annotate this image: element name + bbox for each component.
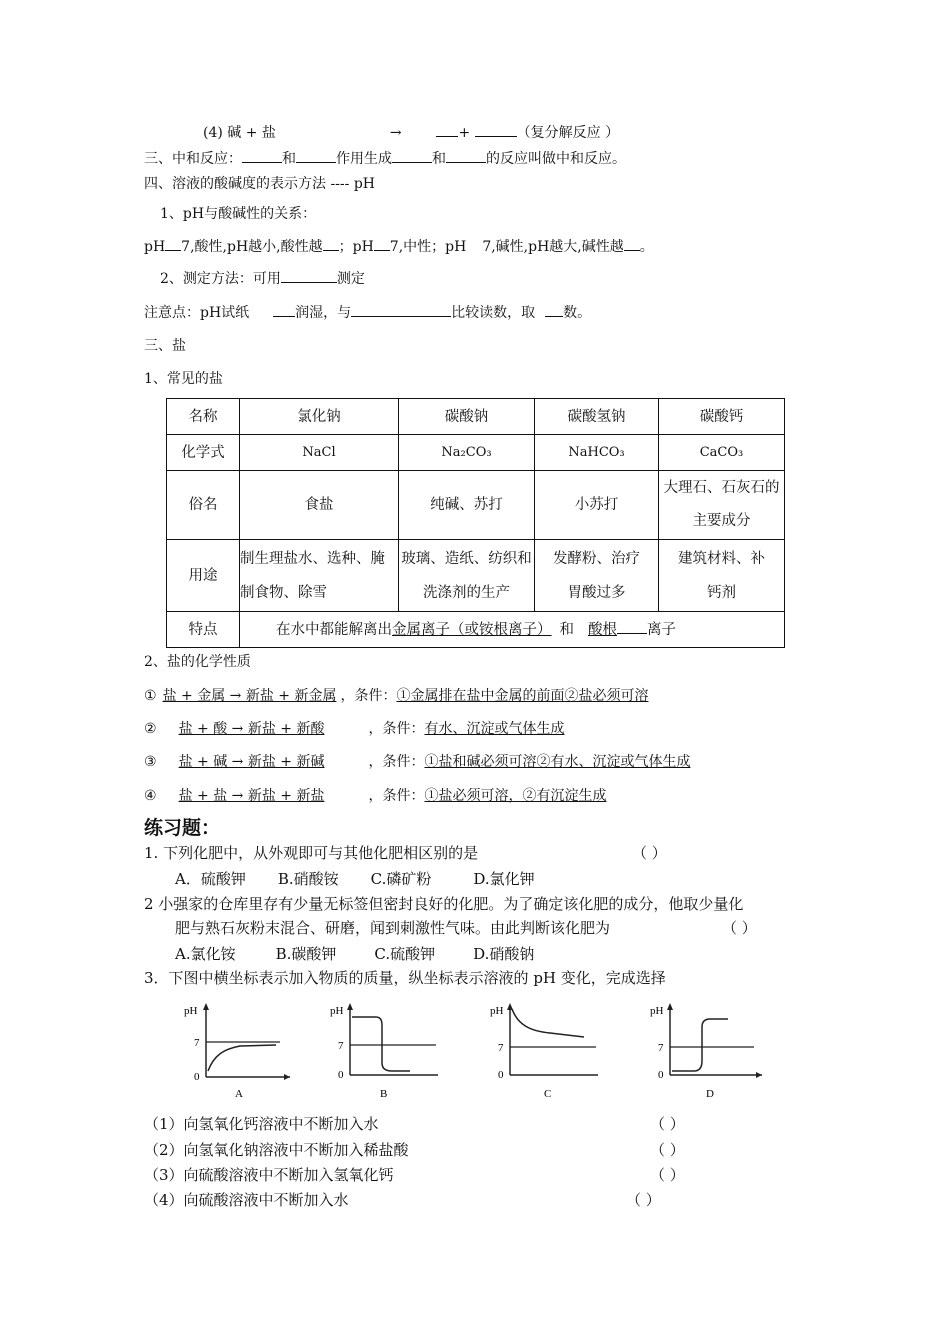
tick-label: 0	[498, 1069, 504, 1081]
exercise-heading: 练习题：	[144, 817, 221, 839]
table-row	[167, 399, 785, 435]
table-row	[167, 435, 785, 471]
graph-label: C	[544, 1088, 552, 1100]
alias-cell: 纯碱、苏打	[399, 471, 535, 540]
blank[interactable]	[475, 122, 517, 137]
prop-line-4: ④ 盐 + 盐 → 新盐 + 新盐 ，条件：①盐必须可溶，②有沉淀生成	[144, 788, 607, 804]
q3-sub-2-bracket[interactable]: （ ）	[650, 1141, 685, 1159]
section-4-title: 四、溶液的酸碱度的表示方法 ---- pH	[144, 176, 375, 192]
blank[interactable]	[446, 148, 486, 163]
option[interactable]: B.硝酸铵	[277, 870, 339, 888]
q1-stem: 1. 下列化肥中，从外观即可与其他化肥相区别的是	[144, 844, 479, 862]
section-salt-title: 三、盐	[144, 338, 186, 354]
use-cell: 制生理盐水、选种、腌制食物、除雪	[240, 540, 399, 612]
option[interactable]: D.氯化钾	[473, 870, 535, 888]
formula-cell: CaCO₃	[659, 435, 785, 471]
option[interactable]: D.硝酸钠	[473, 945, 535, 963]
item4-arrow: →	[389, 125, 402, 141]
notes-line: 注意点：pH试纸 润湿，与 比较读数，取 数。	[144, 302, 591, 323]
q3-sub-3: （3）向硫酸溶液中不断加入氢氧化钙	[144, 1166, 394, 1184]
prop-line-1: ① 盐 + 金属 → 新盐 + 新金属 ，条件：①金属排在盐中金属的前面②盐必须可溶	[144, 688, 649, 704]
chem-props-title: 2、盐的化学性质	[144, 654, 251, 670]
ph-graphs	[180, 995, 780, 1105]
item4-label: (4) 碱 + 盐	[203, 125, 276, 141]
blank[interactable]	[545, 302, 563, 317]
blank[interactable]	[281, 268, 337, 283]
use-cell: 建筑材料、补钙剂	[659, 540, 785, 612]
formula-cell: NaCl	[240, 435, 399, 471]
formula-cell: NaHCO₃	[535, 435, 659, 471]
q3-sub-4-bracket[interactable]: （ ）	[626, 1191, 661, 1209]
row-label: 特点	[167, 612, 240, 648]
option[interactable]: A．硫酸钾	[175, 870, 246, 888]
q2-stem-2: 肥与熟石灰粉末混合、研磨，闻到刺激性气味。由此判断该化肥为	[175, 919, 611, 937]
alias-cell: 小苏打	[535, 471, 659, 540]
option[interactable]: C.硫酸钾	[374, 945, 436, 963]
header-cell: 碳酸氢钠	[535, 399, 659, 435]
q3-sub-1: （1）向氢氧化钙溶液中不断加入水	[144, 1115, 379, 1133]
formula-cell: Na₂CO₃	[399, 435, 535, 471]
graph-label: B	[380, 1088, 388, 1100]
blank[interactable]	[392, 148, 432, 163]
graph-d	[650, 1003, 762, 1100]
blank[interactable]	[296, 148, 336, 163]
q3-sub-1-bracket[interactable]: （ ）	[650, 1115, 685, 1133]
tick-label: 7	[658, 1042, 664, 1054]
option[interactable]: C.磷矿粉	[370, 870, 432, 888]
prop-line-3: ③ 盐 + 碱 → 新盐 + 新碱 ，条件：①盐和碱必须可溶②有水、沉淀或气体生成	[144, 754, 691, 770]
header-cell: 名称	[167, 399, 240, 435]
header-cell: 氯化钠	[240, 399, 399, 435]
neutral-line: 三、中和反应： 和 作用生成 和 的反应叫做中和反应。	[144, 148, 626, 169]
graph-label: A	[235, 1088, 243, 1100]
ph-relation-title: 1、pH与酸碱性的关系：	[160, 206, 317, 222]
ph-relation-line: pH 7,酸性,pH越小,酸性越 ；pH 7,中性；pH 7,碱性,pH越大,碱性越 。	[144, 236, 654, 257]
axis-label: pH	[184, 1005, 198, 1017]
header-cell: 碳酸钙	[659, 399, 785, 435]
tick-label: 7	[338, 1040, 344, 1052]
table-row	[167, 612, 785, 648]
option[interactable]: B.碳酸钾	[275, 945, 337, 963]
q3-sub-3-bracket[interactable]: （ ）	[650, 1166, 685, 1184]
q2-stem-1: 2 小强家的仓库里存有少量无标签但密封良好的化肥。为了确定该化肥的成分，他取少量化	[144, 895, 744, 913]
tick-label: 7	[498, 1042, 504, 1054]
blank[interactable]	[624, 236, 640, 251]
common-salts-title: 1、常见的盐	[144, 371, 223, 387]
salts-table	[166, 398, 785, 648]
axis-label: pH	[650, 1005, 664, 1017]
tick-label: 0	[658, 1069, 664, 1081]
tick-label: 0	[338, 1069, 344, 1081]
blank[interactable]	[374, 236, 390, 251]
tick-label: 7	[194, 1037, 200, 1049]
alias-cell: 大理石、石灰石的主要成分	[659, 471, 785, 540]
graph-b	[330, 1003, 438, 1100]
blank[interactable]	[273, 302, 295, 317]
alias-cell: 食盐	[240, 471, 399, 540]
ph-method-line: 2、测定方法：可用 测定	[160, 268, 365, 289]
q3-sub-4: （4）向硫酸溶液中不断加入水	[144, 1191, 349, 1209]
option[interactable]: A.氯化铵	[175, 945, 236, 963]
header-cell: 碳酸钠	[399, 399, 535, 435]
axis-label: pH	[490, 1005, 504, 1017]
blank[interactable]	[436, 122, 458, 137]
graph-c	[490, 1003, 598, 1100]
use-cell: 玻璃、造纸、纺织和洗涤剂的生产	[399, 540, 535, 612]
tick-label: 0	[194, 1071, 200, 1083]
graph-label: D	[706, 1088, 714, 1100]
q1-bracket[interactable]: （ ）	[632, 844, 667, 862]
table-row	[167, 540, 785, 612]
item4-line: (4) 碱 + 盐 → + （复分解反应 ）	[203, 122, 619, 143]
blank[interactable]	[242, 148, 282, 163]
q1-options	[175, 869, 535, 889]
blank[interactable]	[323, 236, 339, 251]
row-label: 俗名	[167, 471, 240, 540]
feature-cell: 在水中都能解离出金属离子（或铵根离子） 和 酸根 离子	[240, 612, 785, 648]
use-cell: 发酵粉、治疗胃酸过多	[535, 540, 659, 612]
table-row	[167, 471, 785, 540]
prop-line-2: ② 盐 + 酸 → 新盐 + 新酸 ，条件：有水、沉淀或气体生成	[144, 721, 565, 737]
graph-a	[184, 1003, 290, 1100]
blank[interactable]	[351, 302, 451, 317]
blank[interactable]	[165, 236, 181, 251]
q3-sub-2: （2）向氢氧化钠溶液中不断加入稀盐酸	[144, 1141, 409, 1159]
row-label: 用途	[167, 540, 240, 612]
q2-options	[175, 944, 534, 964]
row-label: 化学式	[167, 435, 240, 471]
item4-note: （复分解反应 ）	[516, 125, 620, 141]
q2-bracket[interactable]: （ ）	[722, 919, 757, 937]
q3-stem: 3．下图中横坐标表示加入物质的质量，纵坐标表示溶液的 pH 变化，完成选择	[144, 969, 666, 987]
axis-label: pH	[330, 1005, 344, 1017]
